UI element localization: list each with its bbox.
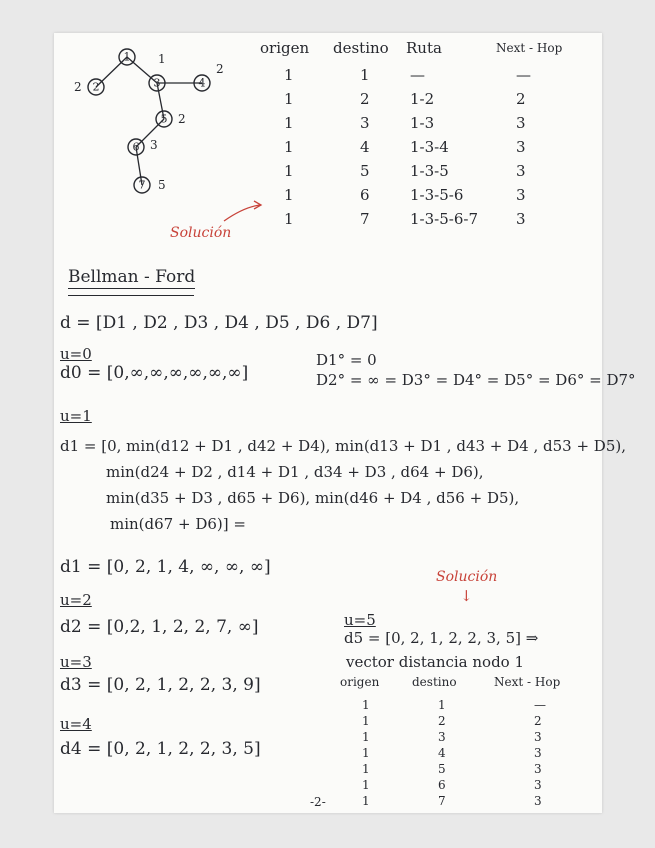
- solution-label-top: Solución: [170, 225, 232, 241]
- d1-line-2: min(d24 + D2 , d14 + D1 , d34 + D3 , d64 + D6),: [106, 463, 484, 481]
- iteration-u1: u=1: [60, 407, 92, 425]
- solution-destino-cell: 7: [438, 794, 446, 808]
- d1-line-3: min(d35 + D3 , d65 + D6), min(d46 + D4 , d56 + D5),: [106, 489, 520, 507]
- init-rest: D2° = ∞ = D3° = D4° = D5° = D6° = D7°: [316, 371, 636, 389]
- solution-next-hop-cell: 3: [534, 730, 542, 744]
- solution-origen-column: [362, 697, 370, 809]
- solution-origen-cell: 1: [362, 746, 370, 760]
- route-origen-cell: 1: [284, 66, 294, 84]
- route-next-hop-cell: 3: [516, 210, 526, 228]
- route-next-hop-cell: —: [516, 66, 531, 84]
- edge-weight-6-7: 5: [158, 178, 166, 192]
- graph-node-label: 2: [92, 80, 100, 94]
- solution-next-hop-column: [534, 697, 546, 809]
- d1-line-1: d1 = [0, min(d12 + D1 , d42 + D4), min(d13 + D1 , d43 + D4 , d53 + D5),: [60, 437, 626, 455]
- route-destino-cell: 4: [360, 138, 370, 156]
- solution-next-hop-cell: 3: [534, 762, 542, 776]
- route-destino-cell: 7: [360, 210, 370, 228]
- d2-vector: d2 = [0,2, 1, 2, 2, 7, ∞]: [60, 617, 259, 637]
- route-origen-cell: 1: [284, 162, 294, 180]
- solution-origen-cell: 1: [362, 762, 370, 776]
- d1-line-4: min(d67 + D6)] =: [110, 515, 246, 533]
- route-next-hop-cell: 3: [516, 114, 526, 132]
- sol-header-next-hop: Next - Hop: [494, 675, 561, 689]
- iteration-u3: u=3: [60, 653, 92, 671]
- distance-vector-caption: vector distancia nodo 1: [346, 653, 525, 671]
- d-definition: d = [D1 , D2 , D3 , D4 , D5 , D6 , D7]: [60, 313, 378, 333]
- solution-origen-cell: 1: [362, 730, 370, 744]
- route-ruta-cell: 1-3-5-6-7: [410, 210, 478, 228]
- solution-next-hop-cell: —: [534, 698, 546, 712]
- solution-next-hop-cell: 3: [534, 794, 542, 808]
- solution-origen-cell: 1: [362, 714, 370, 728]
- solution-destino-cell: 4: [438, 746, 446, 760]
- route-destino-cell: 1: [360, 66, 370, 84]
- iteration-u2: u=2: [60, 591, 92, 609]
- solution-destino-column: [438, 697, 446, 809]
- solution-next-hop-cell: 3: [534, 746, 542, 760]
- header-next-hop: Next - Hop: [496, 41, 563, 55]
- route-destino-cell: 5: [360, 162, 370, 180]
- header-origen: origen: [260, 39, 310, 57]
- d1-result: d1 = [0, 2, 1, 4, ∞, ∞, ∞]: [60, 557, 271, 577]
- sol-header-origen: origen: [340, 675, 380, 689]
- iteration-u4: u=4: [60, 715, 92, 733]
- iteration-u0: u=0: [60, 345, 92, 363]
- bellman-ford-title: Bellman - Ford: [68, 267, 196, 287]
- route-destino-cell: 2: [360, 90, 370, 108]
- title-underline: [68, 295, 194, 296]
- init-d1: D1° = 0: [316, 351, 377, 369]
- graph-node-label: 7: [138, 178, 146, 192]
- solution-destino-cell: 6: [438, 778, 446, 792]
- route-destino-cell: 3: [360, 114, 370, 132]
- solution-destino-cell: 2: [438, 714, 446, 728]
- route-ruta-cell: 1-3-4: [410, 138, 449, 156]
- route-origen-cell: 1: [284, 186, 294, 204]
- header-ruta: Ruta: [406, 39, 442, 57]
- solution-origen-cell: 1: [362, 698, 370, 712]
- page-number: -2-: [310, 795, 326, 809]
- route-next-hop-cell: 3: [516, 162, 526, 180]
- d3-vector: d3 = [0, 2, 1, 2, 2, 3, 9]: [60, 675, 261, 695]
- route-origen-cell: 1: [284, 138, 294, 156]
- edge-weight-1-2: 2: [74, 80, 82, 94]
- solution-destino-cell: 3: [438, 730, 446, 744]
- edge-weight-3-5: 2: [178, 112, 186, 126]
- edge-weight-5-6: 3: [150, 138, 158, 152]
- route-origen-cell: 1: [284, 210, 294, 228]
- route-next-hop-cell: 2: [516, 90, 526, 108]
- solution-next-hop-cell: 2: [534, 714, 542, 728]
- solution-origen-cell: 1: [362, 778, 370, 792]
- solution-destino-cell: 5: [438, 762, 446, 776]
- route-origen-cell: 1: [284, 114, 294, 132]
- solution-next-hop-cell: 3: [534, 778, 542, 792]
- solution-origen-cell: 1: [362, 794, 370, 808]
- solution-arrow-top: [54, 33, 602, 813]
- solution-label-bottom: Solución: [436, 569, 498, 585]
- route-ruta-cell: 1-3-5: [410, 162, 449, 180]
- graph-node-label: 6: [132, 140, 140, 154]
- d4-vector: d4 = [0, 2, 1, 2, 2, 3, 5]: [60, 739, 261, 759]
- graph-node-label: 4: [198, 76, 206, 90]
- header-destino: destino: [333, 39, 389, 57]
- graph-node-label: 3: [153, 76, 161, 90]
- route-ruta-cell: 1-3-5-6: [410, 186, 464, 204]
- route-destino-cell: 6: [360, 186, 370, 204]
- solution-destino-cell: 1: [438, 698, 446, 712]
- route-next-hop-cell: 3: [516, 138, 526, 156]
- d5-vector: d5 = [0, 2, 1, 2, 2, 3, 5] ⇒: [344, 629, 539, 647]
- route-ruta-cell: 1-3: [410, 114, 435, 132]
- sol-header-destino: destino: [412, 675, 457, 689]
- d0-vector: d0 = [0,∞,∞,∞,∞,∞,∞]: [60, 363, 249, 383]
- route-ruta-cell: —: [410, 66, 425, 84]
- edge-weight-3-4: 2: [216, 62, 224, 76]
- edge-weight-1-3: 1: [158, 52, 166, 66]
- solution-arrow-down: ↓: [460, 587, 473, 605]
- notebook-page: [54, 33, 636, 813]
- graph-node-label: 1: [123, 50, 131, 64]
- graph-node-label: 5: [160, 112, 168, 126]
- route-next-hop-cell: 3: [516, 186, 526, 204]
- route-ruta-cell: 1-2: [410, 90, 435, 108]
- iteration-u5: u=5: [344, 611, 376, 629]
- route-origen-cell: 1: [284, 90, 294, 108]
